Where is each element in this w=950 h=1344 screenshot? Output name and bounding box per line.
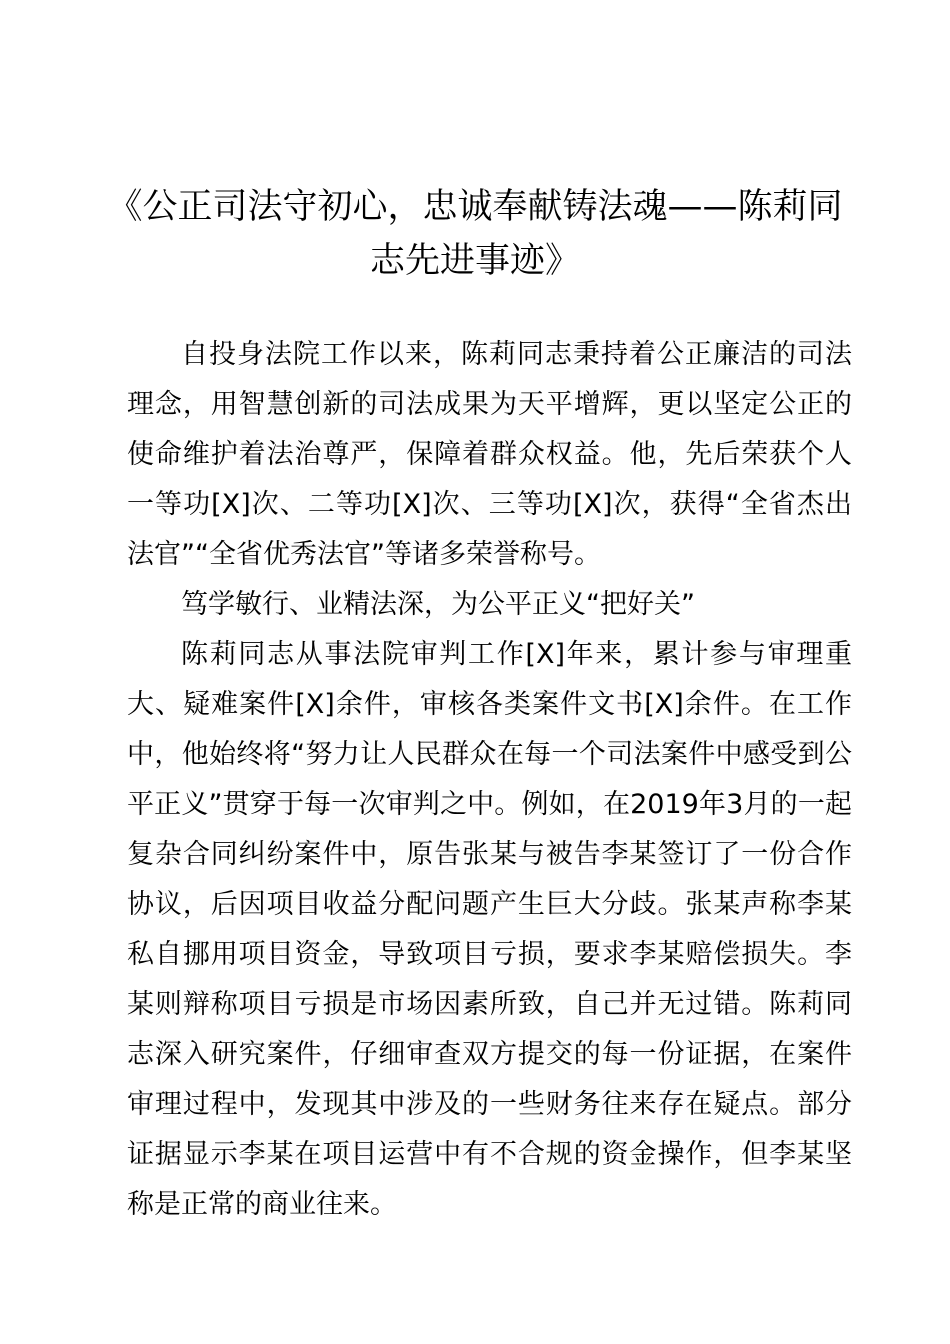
document-title: 《公正司法守初心，忠诚奉献铸法魂——陈莉同志先进事迹》 [107,187,843,281]
section-heading: 笃学敏行、业精法深，为公平正义“把好关” [181,589,695,620]
document-body [127,330,852,1230]
paragraph-case: 陈莉同志从事法院审判工作[X]年来，累计参与审理重大、疑难案件[X]余件，审核各类案件文书[X]余件。在工作中，他始终将“努力让人民群众在每一个司法案件中感受到公平正义”贯穿于每一次审判之中。例如，在2019年3月的一起复杂合同纠纷案件中，原告张某与被告李某签订了一份合作协议，后因项目收益分配问题产生巨大分歧。张某声称李某私自挪用项目资金，导致项目亏损，要求李某赔偿损失。李某则辩称项目亏损是市场因素所致，自己并无过错。陈莉同志深入研究案件，仔细审查双方提交的每一份证据，在案件审理过程中，发现其中涉及的一些财务往来存在疑点。部分证据显示李某在项目运营中有不合规的资金操作，但李某坚称是正常的商业往来。 [127,639,852,1220]
paragraph-intro: 自投身法院工作以来，陈莉同志秉持着公正廉洁的司法理念，用智慧创新的司法成果为天平增辉，更以坚定公正的使命维护着法治尊严，保障着群众权益。他，先后荣获个人一等功[X]次、二等功[X]次、三等功[X]次，获得“全省杰出法官”“全省优秀法官”等诸多荣誉称号。 [127,339,852,570]
